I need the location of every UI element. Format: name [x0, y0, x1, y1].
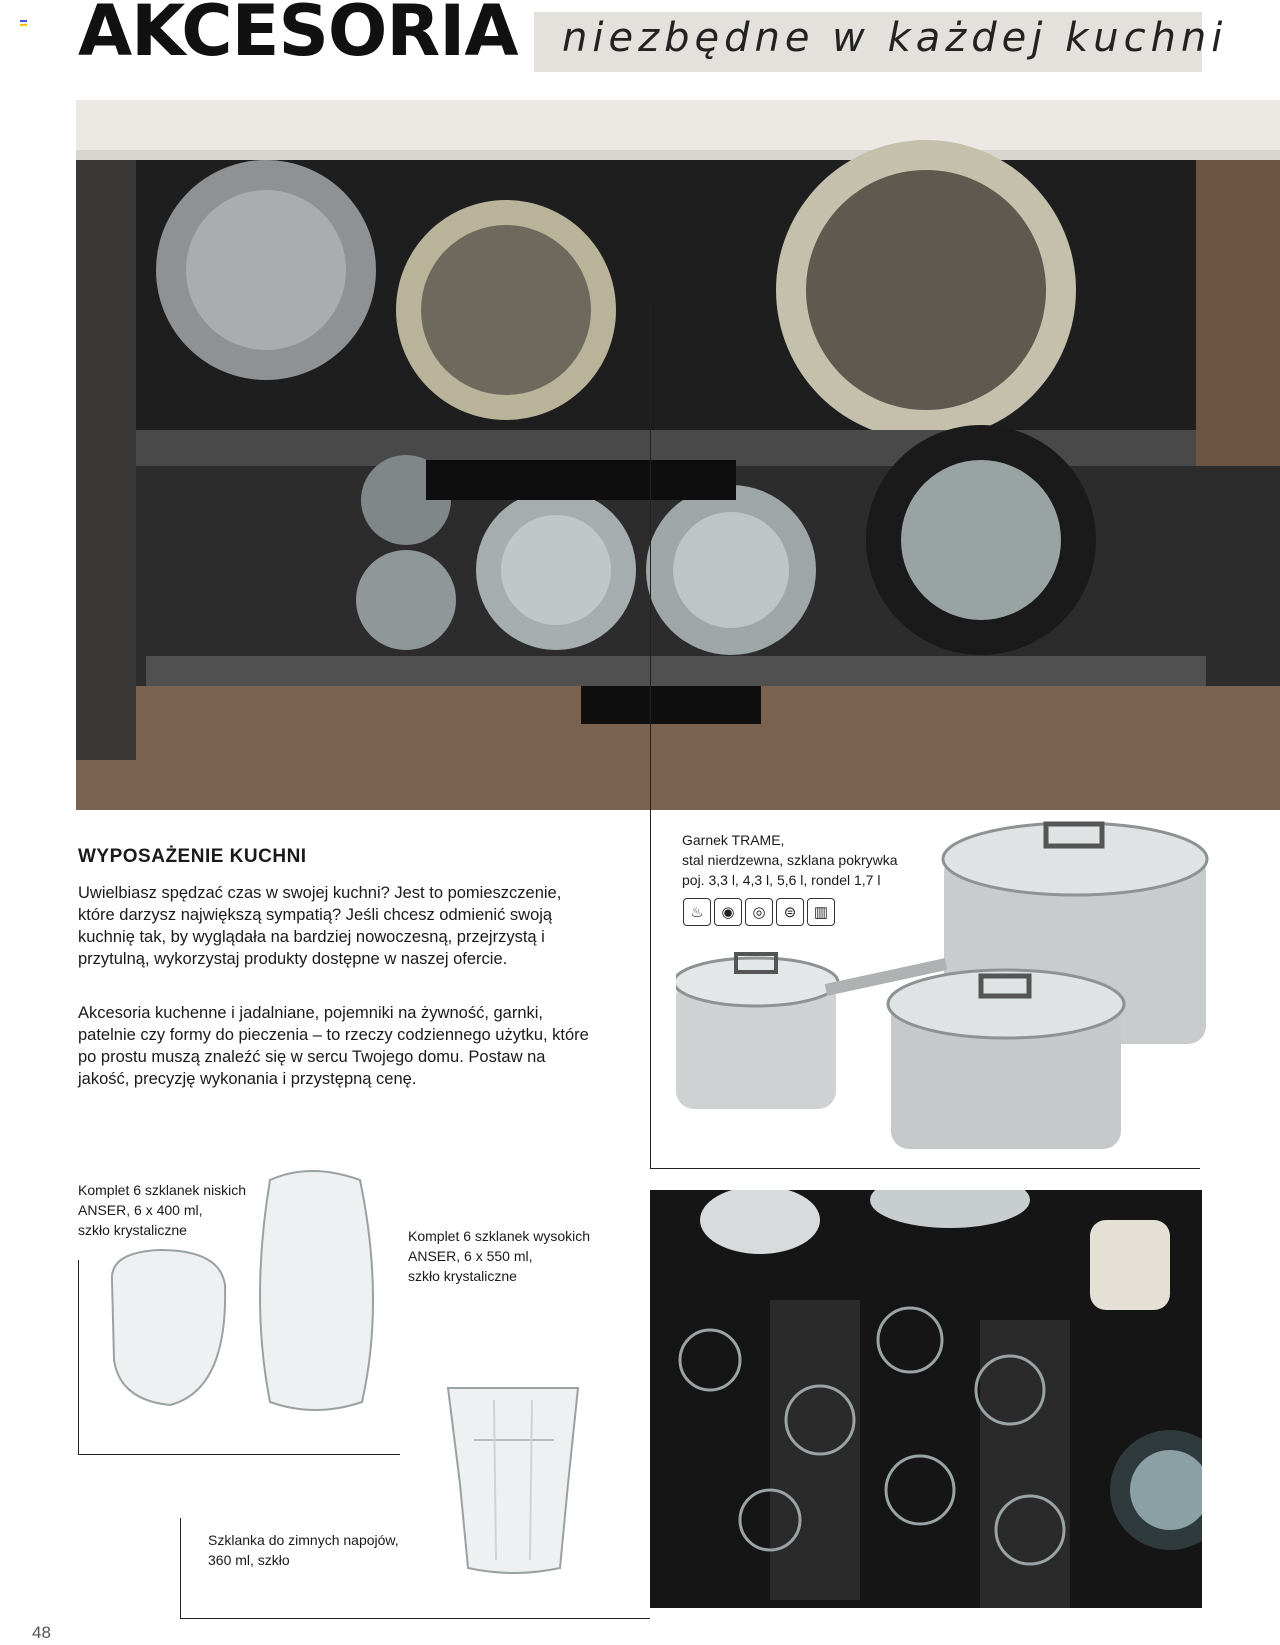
page-title: AKCESORIA	[78, 0, 518, 72]
glass-drawer-photo	[650, 1190, 1202, 1608]
divider-horizontal	[650, 1168, 1200, 1169]
electric-icon: ◉	[714, 898, 742, 926]
divider-vertical	[650, 300, 651, 1168]
divider-vertical	[78, 1260, 79, 1454]
kitchen-drawer-photo	[76, 100, 1280, 810]
tall-glasses-caption: Komplet 6 szklanek wysokich ANSER, 6 x 550 ml, szkło krystaliczne	[408, 1228, 591, 1284]
anser-glasses-image	[100, 1160, 400, 1420]
pot-caption: Garnek TRAME, stal nierdzewna, szklana pokrywka poj. 3,3 l, 4,3 l, 5,6 l, rondel 1,7 l	[682, 832, 898, 888]
flag-icon	[20, 20, 27, 26]
divider-horizontal	[78, 1454, 400, 1455]
page-subtitle: niezbędne w każdej kuchni	[562, 15, 1228, 61]
divider-vertical	[180, 1518, 181, 1618]
pot-set-image	[676, 814, 1246, 1150]
induction-icon: ◎	[745, 898, 773, 926]
page-number: 48	[32, 1623, 51, 1642]
gas-icon: ♨	[683, 898, 711, 926]
cold-drink-glass-image	[444, 1380, 584, 1580]
low-glasses-caption: Komplet 6 szklanek niskich ANSER, 6 x 400 ml, szkło krystaliczne	[78, 1182, 247, 1238]
body-paragraph: Akcesoria kuchenne i jadalniane, pojemniki na żywność, garnki, patelnie czy formy do pieczenia – to rzeczy codziennego użytku, które po prostu muszą znaleźć się w sercu Twojego domu. Postaw na jakość, precyzję wykonania i przystępną cenę.	[78, 1004, 589, 1088]
section-heading: WYPOSAŻENIE KUCHNI	[78, 846, 307, 867]
divider-horizontal	[180, 1618, 650, 1619]
ceramic-icon: ⊜	[776, 898, 804, 926]
dishwasher-icon: ▥	[807, 898, 835, 926]
cold-glass-caption: Szklanka do zimnych napojów, 360 ml, szkło	[208, 1532, 399, 1568]
intro-paragraph: Uwielbiasz spędzać czas w swojej kuchni? Jest to pomieszczenie, które darzysz największą sympatią? Jeśli chcesz odmienić swoją kuchnię tak, by wyglądała na bardziej nowoczesną, przejrzystą i przytulną, wykorzystaj produkty dostępne w naszej ofercie.	[78, 884, 562, 968]
